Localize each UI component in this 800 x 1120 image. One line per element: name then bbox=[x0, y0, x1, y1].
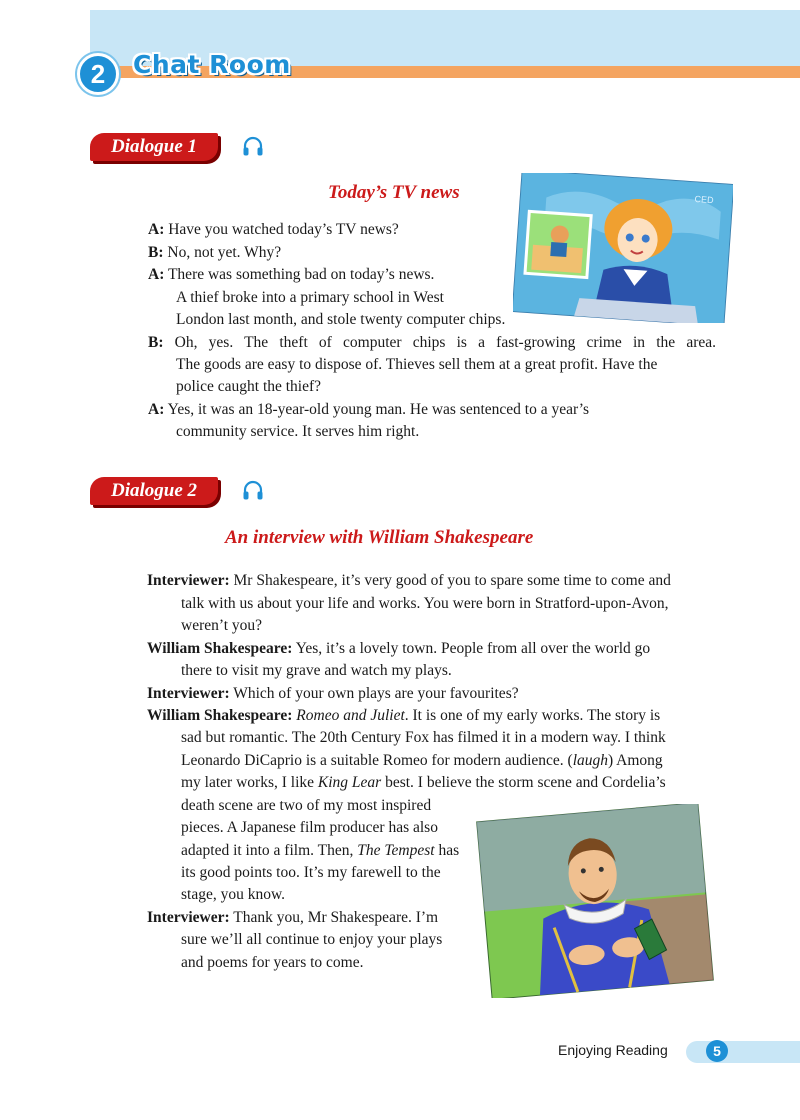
dialogue-2-line: weren’t you? bbox=[181, 617, 263, 634]
dialogue-1-line: London last month, and stole twenty computer chips. bbox=[176, 311, 506, 328]
dialogue-2-line: pieces. A Japanese film producer has also bbox=[181, 819, 438, 836]
headphones-icon[interactable] bbox=[242, 136, 264, 158]
dialogue-1-label: Dialogue 1 bbox=[90, 133, 218, 161]
dialogue-2-line: Interviewer: Thank you, Mr Shakespeare. I’m bbox=[147, 909, 439, 926]
dialogue-2-line: Interviewer: Which of your own plays are your favourites? bbox=[147, 685, 519, 702]
dialogue-2-line: sure we’ll all continue to enjoy your plays bbox=[181, 931, 443, 948]
dialogue-2-line: sad but romantic. The 20th Century Fox has filmed it in a modern way. I think bbox=[181, 729, 666, 746]
dialogue-2-line: William Shakespeare: Yes, it’s a lovely town. People from all over the world go bbox=[147, 640, 651, 657]
dialogue-1-line: A: Yes, it was an 18-year-old young man. He was sentenced to a year’s bbox=[148, 401, 590, 418]
dialogue-1-line: A: There was something bad on today’s news. bbox=[148, 266, 435, 283]
dialogue-2-title: An interview with William Shakespeare bbox=[225, 527, 534, 548]
dialogue-1-line: police caught the thief? bbox=[176, 378, 322, 395]
dialogue-2-line: Leonardo DiCaprio is a suitable Romeo for modern audience. (laugh) Among bbox=[181, 752, 663, 769]
dialogue-2-line: William Shakespeare: Romeo and Juliet. It is one of my early works. The story is bbox=[147, 707, 661, 724]
dialogue-1-line: B: No, not yet. Why? bbox=[148, 244, 282, 261]
dialogue-2-line: my later works, I like King Lear best. I believe the storm scene and Cordelia’s bbox=[181, 774, 666, 791]
dialogue-1-title: Today’s TV news bbox=[328, 182, 460, 203]
tv-screen-logo: CED bbox=[694, 193, 714, 206]
dialogue-1-line: A thief broke into a primary school in West bbox=[176, 289, 444, 306]
dialogue-2-line: adapted it into a film. Then, The Tempest has bbox=[181, 842, 460, 859]
dialogue-2-line: death scene are two of my most inspired bbox=[181, 797, 432, 814]
footer-book-title: Enjoying Reading bbox=[558, 1042, 668, 1058]
dialogue-2-label: Dialogue 2 bbox=[90, 477, 218, 505]
dialogue-2-line: talk with us about your life and works. You were born in Stratford-upon-Avon, bbox=[181, 595, 669, 612]
dialogue-1-line: community service. It serves him right. bbox=[176, 423, 420, 440]
headphones-icon[interactable] bbox=[242, 480, 264, 502]
shakespeare-illustration bbox=[472, 804, 718, 998]
dialogue-1-line: B: Oh, yes. The theft of computer chips is a fast-growing crime in the area. bbox=[148, 334, 716, 351]
dialogue-2-line: stage, you know. bbox=[181, 886, 286, 903]
dialogue-2-line: and poems for years to come. bbox=[181, 954, 364, 971]
dialogue-2-line: Interviewer: Mr Shakespeare, it’s very good of you to spare some time to come and bbox=[147, 572, 671, 589]
dialogue-2-line: its good points too. It’s my farewell to the bbox=[181, 864, 441, 881]
dialogue-2-line: there to visit my grave and watch my plays. bbox=[181, 662, 452, 679]
section-title: Chat Room bbox=[133, 50, 291, 79]
tv-news-illustration bbox=[513, 173, 733, 323]
page-number: 5 bbox=[706, 1040, 728, 1062]
unit-number-badge: 2 bbox=[77, 53, 119, 95]
dialogue-1-line: The goods are easy to dispose of. Thieves sell them at a great profit. Have the bbox=[176, 356, 658, 373]
dialogue-1-line: A: Have you watched today’s TV news? bbox=[148, 221, 399, 238]
footer-band bbox=[686, 1041, 800, 1063]
